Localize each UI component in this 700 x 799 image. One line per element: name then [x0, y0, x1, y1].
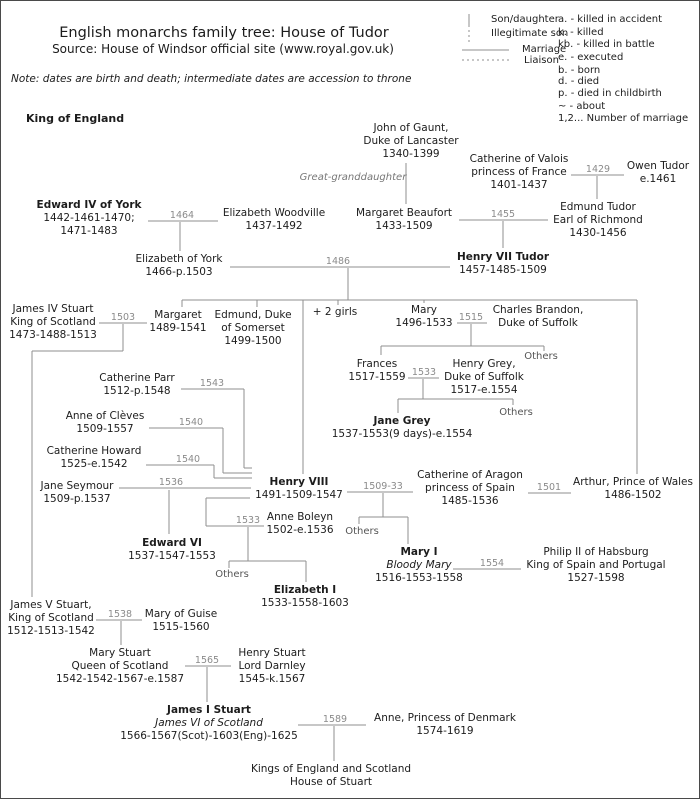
legend-label-illegitimate-son: Illegitimate son — [491, 28, 569, 39]
others-note-brandon: Others — [524, 351, 558, 362]
node-anne-of-cleves — [66, 410, 145, 436]
node-edmund-somerset — [214, 309, 291, 348]
marriage-year-1543: 1543 — [199, 378, 225, 389]
node-jane-seymour — [41, 480, 114, 506]
node-line: Jane Seymour — [40, 480, 114, 492]
note-line: Note: dates are birth and death; intermediate dates are accession to throne — [11, 73, 412, 85]
node-line: Lord Darnley — [238, 660, 306, 672]
marriage-year-1540-cleves: 1540 — [178, 417, 204, 428]
node-henry-viii — [255, 476, 343, 502]
node-line: 1457-1485-1509 — [459, 264, 547, 276]
marriage-year-1464: 1464 — [169, 210, 195, 221]
node-line: 1442-1461-1470; — [43, 212, 135, 224]
legend-label-liaison: Liaison — [524, 55, 559, 66]
node-henry-grey — [444, 358, 524, 397]
node-line: Edward IV of York — [36, 199, 142, 211]
node-line: Catherine of Valois — [469, 153, 569, 165]
node-edmund-tudor — [553, 201, 643, 240]
node-line: Mary — [410, 304, 438, 316]
node-charles-brandon — [493, 304, 584, 330]
node-line: Margaret Beaufort — [355, 207, 453, 219]
node-anne-of-denmark — [374, 712, 516, 738]
node-james-v — [7, 599, 95, 638]
node-line: Edmund, Duke — [214, 309, 292, 321]
node-catherine-of-aragon — [417, 469, 523, 508]
node-line: 1515-1560 — [152, 621, 210, 633]
node-line: 1509-p.1537 — [43, 493, 111, 505]
node-line: 1533-1558-1603 — [261, 597, 349, 609]
node-margaret-tudor — [149, 309, 206, 335]
node-line: 1485-1536 — [441, 495, 499, 507]
others-note-aragon: Others — [345, 526, 379, 537]
plus-two-girls-note: + 2 girls — [312, 306, 358, 318]
node-line: Catherine Howard — [46, 445, 142, 457]
node-line: e.1461 — [639, 173, 677, 185]
node-line: Elizabeth I — [273, 584, 337, 596]
node-line: of Somerset — [221, 322, 285, 334]
node-philip-ii — [526, 546, 665, 585]
node-line: 1499-1500 — [224, 335, 282, 347]
marriage-year-1589: 1589 — [322, 714, 348, 725]
node-line: Jane Grey — [373, 415, 431, 427]
node-line: 1433-1509 — [375, 220, 433, 232]
marriage-year-1501: 1501 — [536, 482, 562, 493]
node-elizabeth-woodville — [223, 207, 325, 233]
node-line: 1574-1619 — [416, 725, 474, 737]
node-line: 1537-1553(9 days)-e.1554 — [331, 428, 473, 440]
node-line: Anne of Clèves — [65, 410, 145, 422]
node-line: Philip II of Habsburg — [543, 546, 649, 558]
node-line: Edmund Tudor — [560, 201, 636, 213]
node-owen-tudor — [627, 160, 689, 186]
node-mary-of-guise — [145, 608, 217, 634]
node-line: 1527-1598 — [567, 572, 625, 584]
node-line: 1517-e.1554 — [450, 384, 518, 396]
node-line: 1489-1541 — [149, 322, 207, 334]
node-jane-grey — [332, 415, 473, 441]
marriage-year-1536: 1536 — [158, 477, 184, 488]
source-line: Source: House of Windsor official site (www.royal.gov.uk) — [52, 42, 394, 56]
node-mary-i — [375, 546, 463, 585]
node-james-i — [120, 704, 298, 743]
node-edward-vi — [128, 537, 216, 563]
node-mary-stuart — [56, 647, 184, 686]
marriage-year-1533-grey: 1533 — [411, 367, 437, 378]
legend-abbrev-battle: kb. - killed in battle — [558, 39, 655, 50]
node-elizabeth-of-york — [136, 253, 223, 279]
node-line: King of Scotland — [10, 316, 96, 328]
node-line: King of Scotland — [8, 612, 94, 624]
node-line: House of Stuart — [289, 776, 373, 788]
node-arthur — [573, 476, 693, 502]
legend-abbrev-about: ~ - about — [558, 101, 606, 112]
node-line: 1486-1502 — [604, 489, 662, 501]
marriage-year-1540-howard: 1540 — [175, 454, 201, 465]
marriage-year-1515: 1515 — [458, 312, 484, 323]
node-line: Mary I — [400, 546, 438, 558]
node-line: Margaret — [154, 309, 202, 321]
legend-abbrev-marriage-number: 1,2... Number of marriage — [558, 113, 689, 124]
node-line: King of Spain and Portugal — [526, 559, 666, 571]
node-line: 1509-1557 — [76, 423, 134, 435]
node-line: 1473-1488-1513 — [9, 329, 97, 341]
node-line: 1516-1553-1558 — [375, 572, 463, 584]
others-note-grey: Others — [499, 407, 533, 418]
marriage-year-1503: 1503 — [110, 312, 136, 323]
legend-abbrev-died: d. - died — [558, 76, 600, 87]
node-line: Henry VIII — [269, 476, 329, 488]
node-line: 1430-1456 — [569, 227, 627, 239]
node-line: 1542-1542-1567-e.1587 — [55, 673, 185, 685]
node-line: Henry Grey, — [452, 358, 516, 370]
others-note-boleyn: Others — [215, 569, 249, 580]
marriage-year-1455: 1455 — [490, 209, 516, 220]
node-line: Henry VII Tudor — [456, 251, 550, 263]
node-line: 1340-1399 — [382, 148, 440, 160]
node-line: princess of France — [471, 166, 567, 178]
node-line: Henry Stuart — [238, 647, 306, 659]
node-line: 1401-1437 — [490, 179, 548, 191]
node-john-of-gaunt — [363, 122, 458, 161]
node-line: Anne Boleyn — [266, 511, 334, 523]
node-line: Duke of Suffolk — [498, 317, 578, 329]
node-line: Earl of Richmond — [553, 214, 643, 226]
node-line: Arthur, Prince of Wales — [573, 476, 693, 488]
marriage-year-1538: 1538 — [107, 609, 133, 620]
node-line: 1437-1492 — [245, 220, 303, 232]
node-line: 1466-p.1503 — [145, 266, 213, 278]
marriage-year-1486: 1486 — [325, 256, 351, 267]
node-catherine-howard — [47, 445, 142, 471]
node-line: 1537-1547-1553 — [128, 550, 216, 562]
marriage-year-1565: 1565 — [194, 655, 220, 666]
node-line: Frances — [356, 358, 398, 370]
node-line: 1525-e.1542 — [60, 458, 128, 470]
node-mary-tudor — [395, 304, 452, 330]
node-line: 1502-e.1536 — [266, 524, 334, 536]
node-line: James VI of Scotland — [155, 717, 263, 729]
node-james-iv — [9, 303, 97, 342]
node-edward-iv — [37, 199, 142, 238]
legend-abbrev-childbirth: p. - died in childbirth — [558, 88, 662, 99]
legend-abbrev-born: b. - born — [558, 65, 601, 76]
marriage-year-1554: 1554 — [479, 558, 505, 569]
node-line: 1496-1533 — [395, 317, 453, 329]
node-anne-boleyn — [266, 511, 333, 537]
node-henry-stuart — [238, 647, 305, 686]
page-title: English monarchs family tree: House of Tudor — [59, 25, 389, 41]
node-line: Mary Stuart — [89, 647, 151, 659]
legend-abbrev-executed: e. - executed — [558, 52, 624, 63]
node-line: princess of Spain — [425, 482, 515, 494]
node-line: 1512-p.1548 — [103, 385, 171, 397]
node-line: Mary of Guise — [144, 608, 218, 620]
node-line: Elizabeth Woodville — [222, 207, 326, 219]
node-line: Anne, Princess of Denmark — [374, 712, 516, 724]
node-line: 1566-1567(Scot)-1603(Eng)-1625 — [120, 730, 298, 742]
node-catherine-parr — [99, 372, 174, 398]
node-line: 1471-1483 — [60, 225, 118, 237]
node-line: Duke of Lancaster — [363, 135, 459, 147]
node-frances — [348, 358, 405, 384]
node-line: 1517-1559 — [348, 371, 406, 383]
marriage-year-1533-boleyn: 1533 — [235, 515, 261, 526]
marriage-year-1509-33: 1509-33 — [363, 481, 403, 492]
marriage-year-1429: 1429 — [585, 164, 611, 175]
node-house-of-stuart — [251, 763, 411, 789]
node-line: Catherine of Aragon — [417, 469, 523, 481]
great-granddaughter-note: Great-granddaughter — [299, 172, 407, 183]
legend-abbrev-accident: a. - killed in accident — [558, 14, 663, 25]
legend-abbrev-killed: k. - killed — [558, 27, 604, 38]
legend-label-marriage: Marriage — [522, 44, 567, 55]
node-line: Edward VI — [142, 537, 202, 549]
node-henry-vii — [457, 251, 549, 277]
node-line: Owen Tudor — [626, 160, 690, 172]
node-line: 1491-1509-1547 — [255, 489, 343, 501]
node-margaret-beaufort — [356, 207, 452, 233]
node-line: 1545-k.1567 — [238, 673, 306, 685]
region-label-king-of-england: King of England — [26, 112, 125, 125]
node-line: Bloody Mary — [386, 559, 452, 571]
node-line: 1512-1513-1542 — [7, 625, 95, 637]
node-line: James I Stuart — [167, 704, 251, 716]
legend-label-son-daughter: Son/daughter — [491, 14, 559, 25]
node-line: John of Gaunt, — [373, 122, 449, 134]
node-elizabeth-i — [261, 584, 349, 610]
node-catherine-of-valois — [470, 153, 569, 192]
node-line: Queen of Scotland — [71, 660, 169, 672]
node-line: Duke of Suffolk — [444, 371, 524, 383]
node-line: James IV Stuart — [12, 303, 94, 315]
node-line: Kings of England and Scotland — [250, 763, 412, 775]
node-line: James V Stuart, — [10, 599, 92, 611]
node-line: Charles Brandon, — [492, 304, 584, 316]
node-line: Elizabeth of York — [135, 253, 223, 265]
node-line: Catherine Parr — [99, 372, 175, 384]
